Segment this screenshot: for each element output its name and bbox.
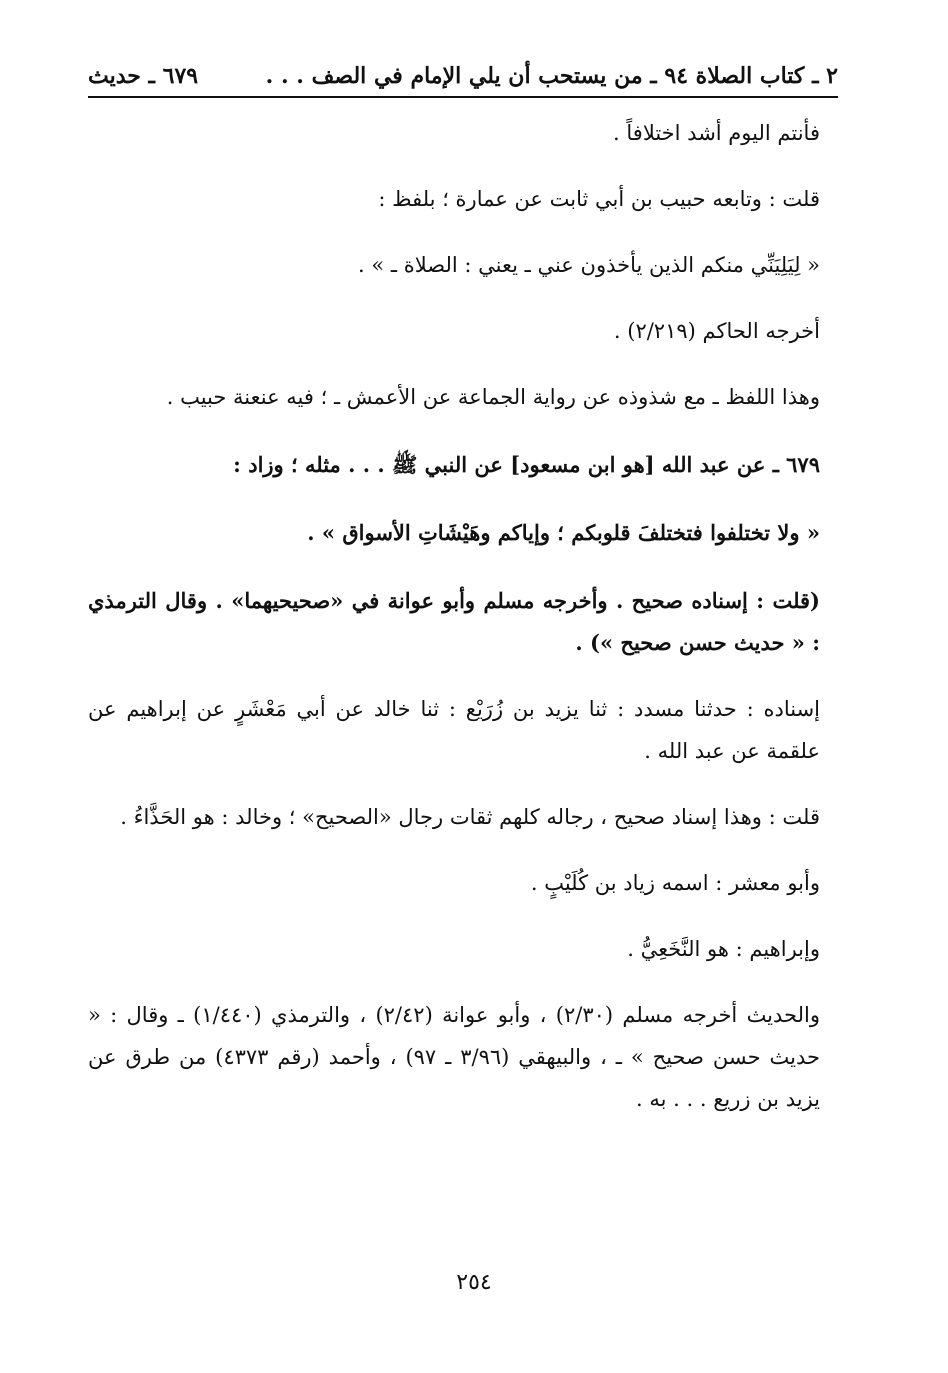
running-header [88,58,838,94]
header-hadith-number: ٦٧٩ ـ حديث [88,63,199,89]
page-number: ٢٥٤ [456,1270,492,1295]
grading-note: (قلت : إسناده صحيح . وأخرجه مسلم وأبو عوانة في «صحيحيهما» . وقال الترمذي : « حديث حسن صحيح ») . [88,588,820,655]
paragraph-1: فأنتم اليوم أشد اختلافاً . [613,121,820,145]
hadith-quote: « ولا تختلفوا فتختلفَ قلوبكم ؛ وإياكم وهَيْشَاتِ الأسواق » . [307,520,820,545]
narrator-note-2: وإبراهيم : هو النَّخَعِيُّ . [627,937,820,961]
paragraph-2: قلت : وتابعه حبيب بن أبي ثابت عن عمارة ؛ بلفظ : [378,187,820,211]
narrator-note-1: وأبو معشر : اسمه زياد بن كُلَيْبٍ . [530,871,820,895]
header-divider [88,96,838,98]
hadith-text: ٦٧٩ ـ عن عبد الله [هو ابن مسعود] عن النبي ﷺ . . . مثله ؛ وزاد : [233,452,820,477]
isnad-paragraph: إسناده : حدثنا مسدد : ثنا يزيد بن زُرَيْع : ثنا خالد عن أبي مَعْشَرٍ عن إبراهيم عن علقمة عن عبد الله . [88,697,820,763]
paragraph-4: أخرجه الحاكم (٢/٢١٩) . [613,319,820,343]
paragraph-5: وهذا اللفظ ـ مع شذوذه عن رواية الجماعة عن الأعمش ـ ؛ فيه عنعنة حبيب . [166,385,820,409]
takhrij-paragraph: والحديث أخرجه مسلم (٢/٣٠) ، وأبو عوانة (٢/٤٢) ، والترمذي (١/٤٤٠) ـ وقال : « حديث حسن صحيح » ـ ، والبيهقي (٣/٩٦ ـ ٩٧) ، وأحمد (رقم ٤٣٧٣) من طرق عن يزيد بن زريع . . . به . [88,1003,820,1111]
header-chapter-title: ٢ ـ كتاب الصلاة ٩٤ ـ من يستحب أن يلي الإمام في الصف . . . [265,63,838,89]
commentary-paragraph: قلت : وهذا إسناد صحيح ، رجاله كلهم ثقات رجال «الصحيح» ؛ وخالد : هو الحَذَّاءُ . [120,805,820,829]
page-body [88,112,820,1120]
paragraph-3: « لِيَلِيَنِّي منكم الذين يأخذون عني ـ يعني : الصلاة ـ » . [358,253,820,277]
